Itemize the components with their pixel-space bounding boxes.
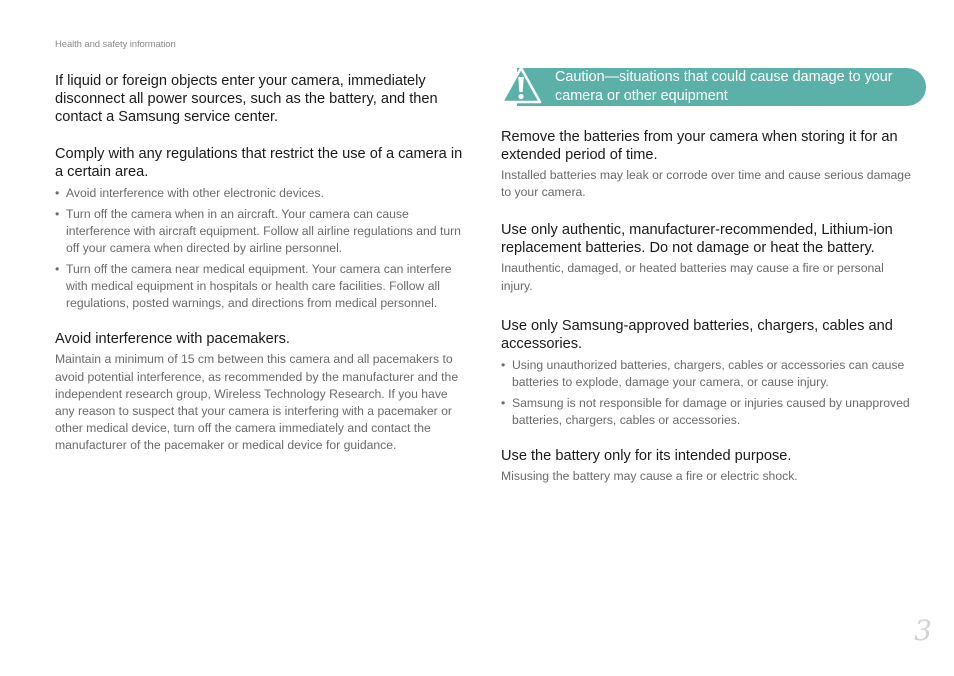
bullet-dot: • bbox=[501, 395, 506, 410]
left-column bbox=[55, 72, 465, 455]
list-item bbox=[501, 357, 911, 391]
section-heading-storing: Remove the batteries from your camera when storing it for an extended period of time. bbox=[501, 129, 898, 163]
section-heading-approved-accessories: Use only Samsung-approved batteries, chargers, cables and accessories. bbox=[501, 317, 893, 352]
list-item-text: Using unauthorized batteries, chargers, cables or accessories can cause batteries to explode, damage your camera, or cause injury. bbox=[512, 357, 905, 390]
list-item-text: Turn off the camera when in an aircraft. Your camera can cause interference with aircraft equipment. Follow all airline regulations and turn off your camera when directed by airline personnel. bbox=[66, 206, 461, 256]
section-body-pacemakers: Maintain a minimum of 15 cm between this camera and all pacemakers to avoid potential interference, as recommended by the manufacturer and the independent research group, Wireless Technology Research. If you have any reason to suspect that your camera is interfering with a pacemaker or other medical device, turn off the camera immediately and contact the manufacturer of the pacemaker or medical device for guidance. bbox=[55, 352, 459, 453]
section-heading-regulations: Comply with any regulations that restrict the use of a camera in a certain area. bbox=[55, 146, 463, 180]
section-body-authentic-batteries: Inauthentic, damaged, or heated batteries may cause a fire or personal injury. bbox=[501, 261, 884, 293]
section-body-intended-purpose: Misusing the battery may cause a fire or electric shock. bbox=[501, 469, 798, 484]
list-item-text: Samsung is not responsible for damage or injuries caused by unapproved batteries, chargers, cables or accessories. bbox=[512, 395, 910, 427]
running-head: Health and safety information bbox=[55, 39, 176, 50]
list-item bbox=[55, 206, 465, 258]
caution-banner-text: Caution—situations that could cause damage to your camera or other equipment bbox=[555, 69, 893, 104]
section-heading-authentic-batteries: Use only authentic, manufacturer-recommended, Lithium-ion replacement batteries. Do not damage or heat the battery. bbox=[501, 222, 893, 257]
list-item bbox=[55, 261, 465, 313]
list-item-text: Turn off the camera near medical equipment. Your camera can interfere with medical equipment in hospitals or health care facilities. Follow all regulations, posted warnings, and directions from medical personnel. bbox=[66, 261, 452, 311]
section-heading-intended-purpose: Use the battery only for its intended purpose. bbox=[501, 448, 792, 465]
section-body-storing: Installed batteries may leak or corrode over time and cause serious damage to your camera. bbox=[501, 168, 911, 200]
section-heading-liquid: If liquid or foreign objects enter your camera, immediately disconnect all power sources, such as the battery, and then contact a Samsung service center. bbox=[55, 73, 438, 125]
right-column bbox=[501, 69, 911, 485]
list-item bbox=[55, 185, 465, 202]
warning-icon bbox=[499, 65, 543, 105]
page-number: 3 bbox=[914, 614, 932, 647]
bullet-dot: • bbox=[55, 206, 60, 221]
caution-banner bbox=[501, 68, 911, 106]
list-item-text: Avoid interference with other electronic devices. bbox=[66, 186, 324, 200]
bullet-dot: • bbox=[55, 261, 60, 276]
bullet-dot: • bbox=[55, 186, 60, 200]
accessories-list bbox=[501, 357, 911, 429]
bullet-dot: • bbox=[501, 357, 506, 372]
regulations-list bbox=[55, 185, 465, 312]
section-heading-pacemakers: Avoid interference with pacemakers. bbox=[55, 331, 290, 348]
list-item bbox=[501, 395, 911, 429]
